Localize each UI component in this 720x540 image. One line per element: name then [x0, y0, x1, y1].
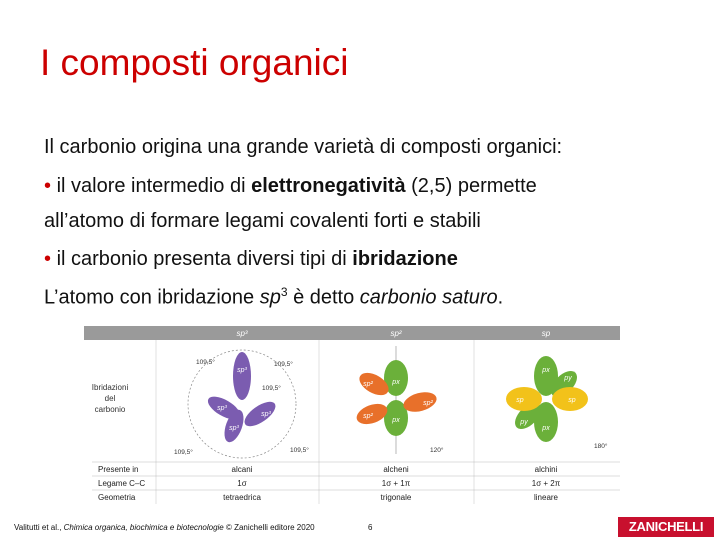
intro-text: Il carbonio origina una grande varietà di composti organici:: [44, 136, 563, 158]
col-header-sp2: sp²: [390, 329, 402, 338]
side-label: carbonio: [94, 405, 126, 414]
sp3-lobe: [233, 352, 251, 400]
sp3-term: sp: [259, 286, 281, 309]
table-cell: trigonale: [380, 493, 412, 502]
sp3-lobe-label: sp³: [229, 425, 239, 432]
table-cell: alchini: [534, 465, 558, 474]
sp3-italic: carbonio saturo: [359, 286, 498, 309]
bullet-text: il carbonio presenta diversi tipi di: [51, 248, 353, 270]
sp-lobe-label: py: [564, 375, 572, 382]
bullet-bold: elettronegatività: [251, 175, 406, 197]
sp3-pre: L’atomo con ibridazione: [44, 286, 260, 309]
footer-credit-pre: Valitutti et al.,: [14, 523, 64, 532]
sp3-lobe-label: sp³: [261, 411, 271, 418]
sp2-lobe-label: sp²: [363, 381, 373, 388]
sp3-angle: 109,5°: [290, 447, 309, 454]
bullet-electronegativity-cont: [44, 210, 481, 233]
footer-credit: [14, 523, 315, 532]
row-label: Legame C–C: [98, 479, 146, 488]
sp3-mid: è detto: [287, 286, 360, 309]
col-header-sp: sp: [541, 329, 551, 338]
bullet-mark: •: [44, 175, 52, 197]
bullet-text-end: (2,5) permette: [405, 175, 537, 197]
footer-credit-title: Chimica organica, biochimica e biotecnologie: [63, 523, 224, 532]
sp3-sentence: [44, 285, 503, 310]
row-label: Presente in: [98, 465, 139, 474]
row-label: Geometria: [98, 493, 136, 502]
slide-title: I composti organici: [40, 42, 349, 83]
sp2-lobe-label: sp²: [363, 413, 373, 420]
page-number: 6: [368, 523, 373, 532]
side-label: del: [104, 394, 116, 403]
sp2-lobe-label: sp²: [423, 400, 433, 407]
hybridization-figure: [84, 326, 620, 504]
bullet-text: il valore intermedio di: [51, 175, 252, 197]
sp3-angle: 109,5°: [262, 385, 281, 392]
sp-lobe-label: px: [542, 367, 550, 374]
sp-lobe-label: sp: [568, 397, 576, 404]
sp-lobe-label: sp: [516, 397, 524, 404]
sp-angle: 180°: [594, 443, 608, 450]
bullet-electronegativity: [44, 175, 537, 198]
table-cell: alcheni: [383, 465, 409, 474]
sp2-angle: 120°: [430, 447, 444, 454]
table-cell: 1σ + 1π: [381, 479, 411, 488]
sp3-lobe: [241, 397, 280, 431]
bullet-hybridization: [44, 248, 458, 271]
table-cell: 1σ: [237, 479, 247, 488]
table-cell: tetraedrica: [223, 493, 261, 502]
sp3-end: .: [497, 286, 504, 309]
sp2-lobe-label: px: [392, 417, 400, 424]
sp3-lobe-label: sp³: [217, 405, 227, 412]
side-label: Ibridazioni: [91, 383, 129, 392]
intro-line: [44, 136, 562, 159]
sp3-lobe-label: sp³: [237, 367, 247, 374]
sp3-sup: 3: [280, 285, 288, 299]
sp3-orbital-diagram: [174, 350, 309, 458]
sp2-lobe-label: px: [392, 379, 400, 386]
sp-lobe-label: px: [542, 425, 550, 432]
sp-orbital-diagram: [506, 356, 608, 450]
figure-header-bar: [84, 326, 620, 340]
bullet-mark: •: [44, 248, 52, 270]
sp3-angle: 109,5°: [174, 449, 193, 456]
col-header-sp3: sp³: [236, 329, 248, 338]
sp3-angle: 109,5°: [274, 361, 293, 368]
table-cell: 1σ + 2π: [531, 479, 561, 488]
sp-lobe: [506, 387, 542, 411]
bullet-bold: ibridazione: [352, 248, 458, 270]
table-cell: lineare: [533, 493, 559, 502]
publisher-logo: ZANICHELLI: [618, 517, 714, 537]
bullet-cont-text: all’atomo di formare legami covalenti forti e stabili: [44, 210, 481, 232]
sp-lobe-label: py: [520, 419, 528, 426]
sp3-angle: 109,5°: [196, 359, 215, 366]
table-cell: alcani: [231, 465, 253, 474]
footer-credit-post: © Zanichelli editore 2020: [223, 523, 315, 532]
sp2-orbital-diagram: [354, 346, 444, 454]
